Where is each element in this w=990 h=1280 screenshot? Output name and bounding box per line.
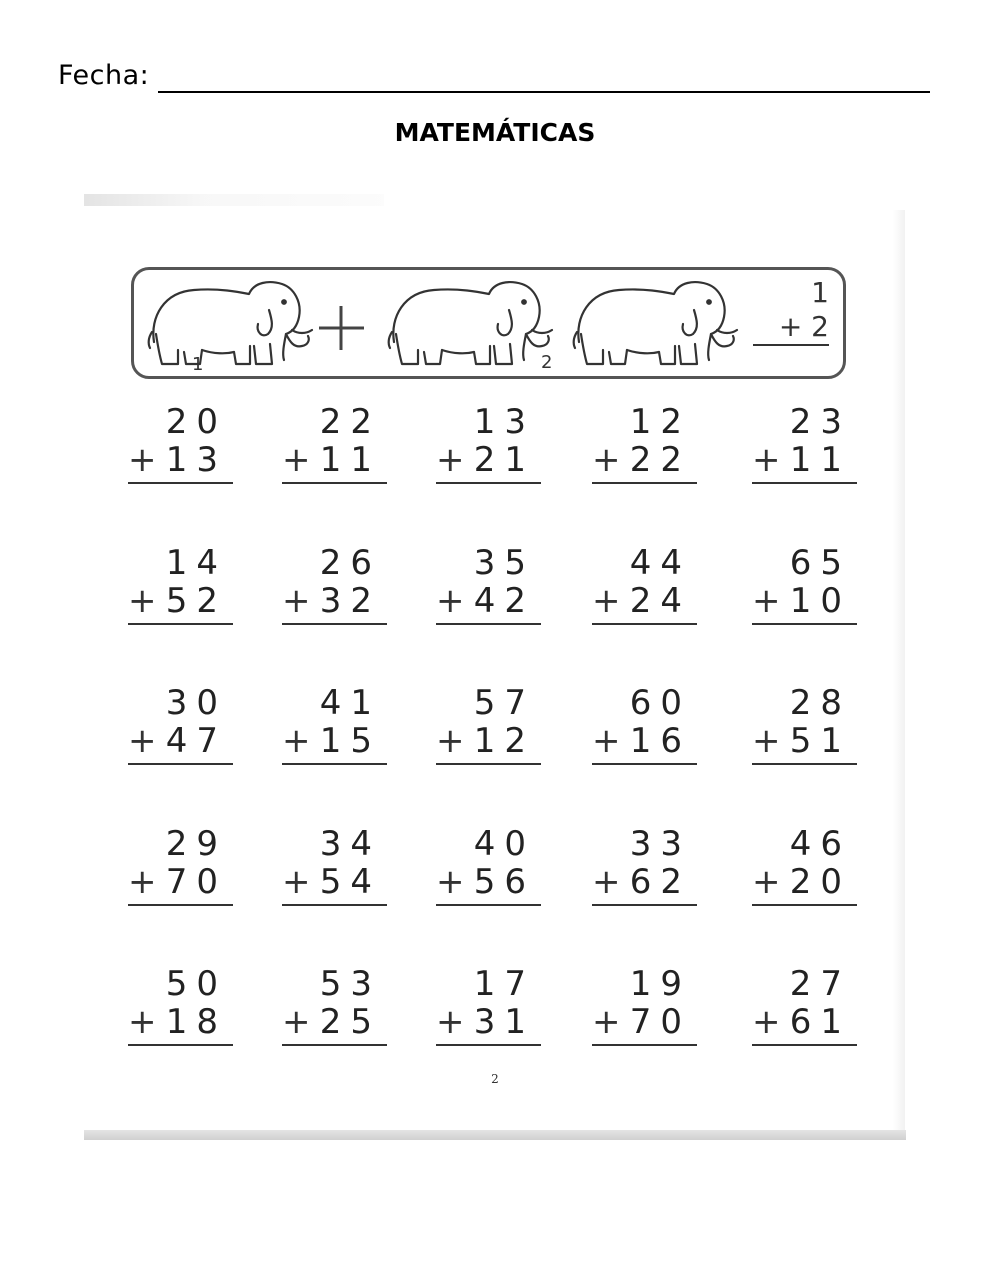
answer-line[interactable] [436, 482, 541, 484]
page-title: MATEMÁTICAS [394, 118, 596, 147]
example-sum-bottom: + 2 [753, 310, 829, 346]
plus-sign: + [592, 862, 621, 902]
addend-bottom: 54 [319, 862, 381, 902]
example-sum [757, 276, 829, 346]
plus-sign: + [436, 721, 465, 761]
addend-top: 33 [629, 824, 691, 864]
answer-line[interactable] [436, 763, 541, 765]
answer-line[interactable] [128, 1044, 233, 1046]
addend-bottom-row [282, 583, 381, 619]
plus-sign: + [592, 581, 621, 621]
addend-bottom-row [752, 1004, 851, 1040]
date-field [58, 60, 930, 100]
addition-problem [752, 826, 857, 906]
addend-top: 46 [789, 824, 851, 864]
plus-sign: + [128, 862, 157, 902]
addend-bottom: 18 [165, 1002, 227, 1042]
plus-sign: + [752, 581, 781, 621]
plus-sign: + [752, 440, 781, 480]
addend-top: 60 [629, 683, 691, 723]
plus-sign: + [752, 862, 781, 902]
plus-sign: + [752, 721, 781, 761]
addend-top: 40 [473, 824, 535, 864]
answer-line[interactable] [592, 1044, 697, 1046]
answer-line[interactable] [282, 623, 387, 625]
answer-line[interactable] [436, 1044, 541, 1046]
answer-line[interactable] [752, 763, 857, 765]
addition-problem [128, 685, 233, 765]
addend-bottom: 51 [789, 721, 851, 761]
answer-line[interactable] [128, 482, 233, 484]
addend-bottom-row [128, 723, 227, 759]
addend-bottom-row [752, 583, 851, 619]
addend-bottom: 52 [165, 581, 227, 621]
addend-bottom: 15 [319, 721, 381, 761]
addition-problem [282, 685, 387, 765]
addition-problem [282, 966, 387, 1046]
plus-sign: + [592, 1002, 621, 1042]
plus-sign: + [282, 581, 311, 621]
answer-line[interactable] [436, 623, 541, 625]
plus-sign: + [128, 440, 157, 480]
addend-top: 26 [319, 543, 381, 583]
addend-bottom: 62 [629, 862, 691, 902]
addend-top: 65 [789, 543, 851, 583]
addend-top: 50 [165, 964, 227, 1004]
answer-line[interactable] [128, 904, 233, 906]
addition-problem [592, 826, 697, 906]
plus-sign: + [282, 1002, 311, 1042]
example-sum-top: 1 [811, 276, 829, 309]
addend-top: 41 [319, 683, 381, 723]
answer-line[interactable] [592, 482, 697, 484]
date-blank-line[interactable] [158, 91, 930, 93]
answer-line[interactable] [282, 904, 387, 906]
addend-bottom: 16 [629, 721, 691, 761]
addend-bottom: 47 [165, 721, 227, 761]
addend-bottom: 56 [473, 862, 535, 902]
addition-problem [436, 685, 541, 765]
addition-problem [282, 404, 387, 484]
example-box [131, 267, 846, 379]
addend-top: 12 [629, 402, 691, 442]
addend-bottom-row [436, 1004, 535, 1040]
addend-bottom-row [592, 723, 691, 759]
answer-line[interactable] [592, 763, 697, 765]
addition-problem [128, 966, 233, 1046]
addend-bottom-row [436, 583, 535, 619]
addend-bottom-row [436, 723, 535, 759]
plus-sign: + [436, 862, 465, 902]
answer-line[interactable] [128, 763, 233, 765]
addend-bottom-row [282, 864, 381, 900]
scan-shadow-top [84, 194, 384, 206]
addend-top: 14 [165, 543, 227, 583]
addend-top: 35 [473, 543, 535, 583]
addend-top: 53 [319, 964, 381, 1004]
answer-line[interactable] [282, 763, 387, 765]
addend-bottom-row [592, 864, 691, 900]
addend-bottom-row [128, 442, 227, 478]
plus-sign: + [128, 581, 157, 621]
addend-bottom: 12 [473, 721, 535, 761]
plus-sign: + [436, 440, 465, 480]
addend-bottom: 70 [629, 1002, 691, 1042]
addend-bottom: 61 [789, 1002, 851, 1042]
addition-problem [592, 685, 697, 765]
plus-sign: + [752, 1002, 781, 1042]
addition-problem [592, 545, 697, 625]
addend-bottom-row [436, 864, 535, 900]
plus-sign: + [128, 721, 157, 761]
addend-bottom-row [752, 723, 851, 759]
date-label: Fecha: [58, 60, 150, 91]
answer-line[interactable] [752, 1044, 857, 1046]
addend-bottom: 11 [789, 440, 851, 480]
answer-line[interactable] [436, 904, 541, 906]
addend-bottom-row [128, 583, 227, 619]
plus-sign: + [592, 440, 621, 480]
addend-bottom-row [752, 864, 851, 900]
answer-line[interactable] [592, 904, 697, 906]
addition-problem [436, 826, 541, 906]
addition-problem [282, 826, 387, 906]
plus-sign: + [592, 721, 621, 761]
addition-problem [752, 966, 857, 1046]
addend-top: 29 [165, 824, 227, 864]
scan-shadow-right [893, 210, 905, 1130]
answer-line[interactable] [752, 482, 857, 484]
addend-bottom-row [592, 1004, 691, 1040]
elephant-two-label: 2 [541, 352, 553, 373]
addend-bottom: 13 [165, 440, 227, 480]
addend-bottom-row [128, 1004, 227, 1040]
addend-top: 34 [319, 824, 381, 864]
plus-sign: + [282, 862, 311, 902]
addition-problem [752, 685, 857, 765]
addend-bottom: 22 [629, 440, 691, 480]
addend-bottom: 10 [789, 581, 851, 621]
addition-problem [128, 545, 233, 625]
addend-top: 22 [319, 402, 381, 442]
addend-bottom-row [282, 1004, 381, 1040]
addend-bottom: 11 [319, 440, 381, 480]
addend-top: 57 [473, 683, 535, 723]
addend-bottom-row [282, 442, 381, 478]
plus-sign: + [436, 581, 465, 621]
addend-top: 19 [629, 964, 691, 1004]
addend-bottom: 32 [319, 581, 381, 621]
addition-problem [128, 826, 233, 906]
addition-problem [752, 545, 857, 625]
plus-sign: + [128, 1002, 157, 1042]
addend-bottom: 24 [629, 581, 691, 621]
page-number: 2 [491, 1072, 499, 1086]
addend-bottom-row [436, 442, 535, 478]
addend-bottom-row [128, 864, 227, 900]
answer-line[interactable] [752, 904, 857, 906]
addend-bottom-row [592, 583, 691, 619]
addend-top: 20 [165, 402, 227, 442]
elephant-one-label: 1 [192, 354, 204, 375]
addend-bottom-row [282, 723, 381, 759]
addend-bottom: 21 [473, 440, 535, 480]
addend-bottom: 20 [789, 862, 851, 902]
plus-sign: + [282, 440, 311, 480]
answer-line[interactable] [752, 623, 857, 625]
addition-problem [592, 404, 697, 484]
addend-top: 30 [165, 683, 227, 723]
answer-line[interactable] [282, 482, 387, 484]
addition-problem [752, 404, 857, 484]
addend-bottom-row [592, 442, 691, 478]
addition-problem [436, 966, 541, 1046]
elephant-illustration [134, 270, 849, 382]
answer-line[interactable] [282, 1044, 387, 1046]
answer-line[interactable] [128, 623, 233, 625]
addition-problem [436, 545, 541, 625]
addend-bottom: 25 [319, 1002, 381, 1042]
addend-top: 28 [789, 683, 851, 723]
addend-top: 17 [473, 964, 535, 1004]
addend-top: 23 [789, 402, 851, 442]
addition-problem [592, 966, 697, 1046]
addend-bottom: 42 [473, 581, 535, 621]
addend-top: 27 [789, 964, 851, 1004]
addend-top: 13 [473, 402, 535, 442]
scan-shadow-bottom [84, 1130, 906, 1140]
plus-sign: + [282, 721, 311, 761]
addend-bottom: 31 [473, 1002, 535, 1042]
addition-problem [436, 404, 541, 484]
addition-problem [128, 404, 233, 484]
addend-bottom: 70 [165, 862, 227, 902]
addend-top: 44 [629, 543, 691, 583]
addition-problem [282, 545, 387, 625]
plus-sign: + [436, 1002, 465, 1042]
addend-bottom-row [752, 442, 851, 478]
answer-line[interactable] [592, 623, 697, 625]
